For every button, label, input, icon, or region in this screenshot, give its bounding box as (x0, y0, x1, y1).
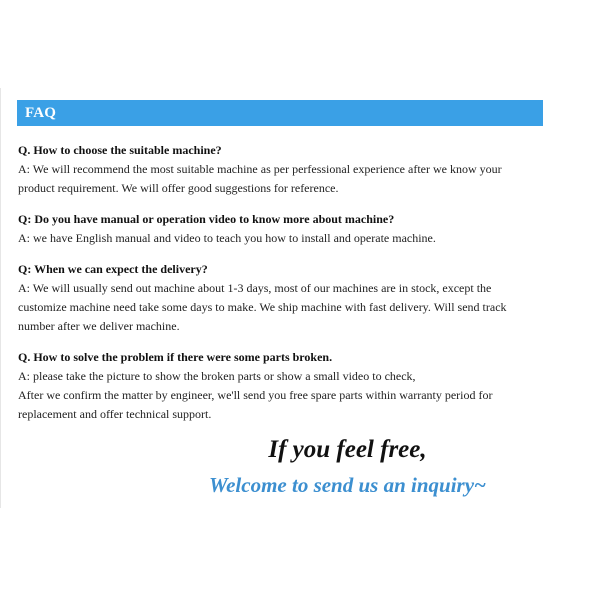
faq-answer-line: A: We will usually send out machine about 1-3 days, most of our machines are in stock, except the (18, 281, 492, 295)
faq-answer-line: replacement and offer technical support. (18, 407, 212, 421)
faq-answer-line: After we confirm the matter by engineer, we'll send you free spare parts within warranty period for (18, 388, 493, 402)
faq-header-bar (17, 100, 543, 126)
faq-item-delivery (18, 260, 553, 336)
faq-answer-line: number after we deliver machine. (18, 319, 180, 333)
faq-question: Q: Do you have manual or operation video to know more about machine? (18, 212, 395, 226)
slogan-feel-free: If you feel free, (268, 436, 427, 463)
faq-question: Q: When we can expect the delivery? (18, 262, 208, 276)
faq-answer-line: product requirement. We will offer good suggestions for reference. (18, 181, 339, 195)
faq-answer-line: A: We will recommend the most suitable machine as per perfessional experience after we know your (18, 162, 502, 176)
faq-item-broken-parts (18, 348, 553, 424)
slogan-send-inquiry: Welcome to send us an inquiry~ (208, 473, 487, 497)
faq-item-choose-machine (18, 141, 553, 198)
faq-list (18, 141, 553, 436)
faq-answer-line: A: we have English manual and video to teach you how to install and operate machine. (18, 231, 436, 245)
faq-answer-line: customize machine need take some days to make. We ship machine with fast delivery. Will send track (18, 300, 507, 314)
faq-answer-line: A: please take the picture to show the broken parts or show a small video to check, (18, 369, 416, 383)
faq-question: Q. How to choose the suitable machine? (18, 143, 222, 157)
faq-title: FAQ (25, 104, 57, 121)
faq-item-manual-video (18, 210, 553, 248)
faq-question: Q. How to solve the problem if there were some parts broken. (18, 350, 333, 364)
